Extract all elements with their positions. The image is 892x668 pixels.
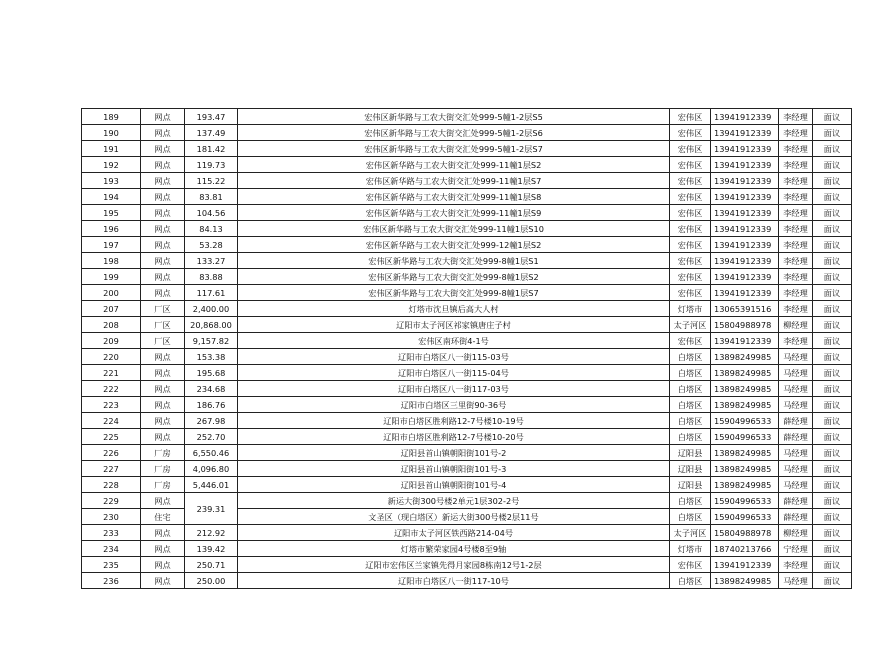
- contact-cell: 马经理: [779, 349, 813, 365]
- district-cell: 辽阳县: [670, 445, 711, 461]
- district-cell: 宏伟区: [670, 125, 711, 141]
- area-cell: 104.56: [185, 205, 238, 221]
- property-type-cell: 住宅: [141, 509, 185, 525]
- price-cell: 面议: [813, 157, 852, 173]
- area-cell: 181.42: [185, 141, 238, 157]
- district-cell: 灯塔市: [670, 541, 711, 557]
- property-type-cell: 厂区: [141, 333, 185, 349]
- address-cell: 辽阳县首山镇朝阳街101号-2: [238, 445, 670, 461]
- phone-cell: 13898249985: [711, 573, 779, 589]
- area-cell: 133.27: [185, 253, 238, 269]
- price-cell: 面议: [813, 141, 852, 157]
- table-row: [82, 125, 852, 141]
- table-row: [82, 477, 852, 493]
- price-cell: 面议: [813, 173, 852, 189]
- property-type-cell: 网点: [141, 141, 185, 157]
- address-cell: 宏伟区新华路与工农大街交汇处999-5幢1-2层S5: [238, 109, 670, 125]
- property-type-cell: 网点: [141, 109, 185, 125]
- address-cell: 宏伟区新华路与工农大街交汇处999-5幢1-2层S7: [238, 141, 670, 157]
- table-row: [82, 237, 852, 253]
- price-cell: 面议: [813, 413, 852, 429]
- district-cell: 宏伟区: [670, 557, 711, 573]
- phone-cell: 15904996533: [711, 493, 779, 509]
- row-number-cell: 199: [82, 269, 141, 285]
- district-cell: 白塔区: [670, 413, 711, 429]
- address-cell: 文圣区（现白塔区）新运大街300号楼2层11号: [238, 509, 670, 525]
- table-row: [82, 429, 852, 445]
- row-number-cell: 208: [82, 317, 141, 333]
- property-type-cell: 网点: [141, 221, 185, 237]
- price-cell: 面议: [813, 301, 852, 317]
- price-cell: 面议: [813, 397, 852, 413]
- price-cell: 面议: [813, 445, 852, 461]
- address-cell: 辽阳市白塔区胜利路12-7号楼10-20号: [238, 429, 670, 445]
- phone-cell: 13941912339: [711, 557, 779, 573]
- district-cell: 太子河区: [670, 317, 711, 333]
- price-cell: 面议: [813, 573, 852, 589]
- table-row: [82, 413, 852, 429]
- district-cell: 宏伟区: [670, 189, 711, 205]
- contact-cell: 薛经理: [779, 429, 813, 445]
- price-cell: 面议: [813, 525, 852, 541]
- area-cell: 250.00: [185, 573, 238, 589]
- address-cell: 辽阳县首山镇朝阳街101号-3: [238, 461, 670, 477]
- row-number-cell: 209: [82, 333, 141, 349]
- property-type-cell: 网点: [141, 205, 185, 221]
- price-cell: 面议: [813, 381, 852, 397]
- property-type-cell: 网点: [141, 397, 185, 413]
- address-cell: 灯塔市沈旦镇后高大人村: [238, 301, 670, 317]
- row-number-cell: 192: [82, 157, 141, 173]
- address-cell: 宏伟区新华路与工农大街交汇处999-11幢1层S8: [238, 189, 670, 205]
- contact-cell: 马经理: [779, 397, 813, 413]
- price-cell: 面议: [813, 333, 852, 349]
- area-cell: 4,096.80: [185, 461, 238, 477]
- contact-cell: 马经理: [779, 445, 813, 461]
- table-row: [82, 381, 852, 397]
- table-row: [82, 541, 852, 557]
- row-number-cell: 193: [82, 173, 141, 189]
- address-cell: 辽阳市白塔区八一街117-10号: [238, 573, 670, 589]
- property-type-cell: 网点: [141, 349, 185, 365]
- phone-cell: 18740213766: [711, 541, 779, 557]
- table-row: [82, 573, 852, 589]
- district-cell: 宏伟区: [670, 269, 711, 285]
- row-number-cell: 230: [82, 509, 141, 525]
- district-cell: 白塔区: [670, 493, 711, 509]
- price-cell: 面议: [813, 429, 852, 445]
- phone-cell: 13941912339: [711, 189, 779, 205]
- district-cell: 宏伟区: [670, 141, 711, 157]
- row-number-cell: 223: [82, 397, 141, 413]
- contact-cell: 李经理: [779, 269, 813, 285]
- area-cell: 193.47: [185, 109, 238, 125]
- price-cell: 面议: [813, 317, 852, 333]
- phone-cell: 15804988978: [711, 525, 779, 541]
- district-cell: 白塔区: [670, 365, 711, 381]
- price-cell: 面议: [813, 461, 852, 477]
- phone-cell: 13898249985: [711, 461, 779, 477]
- district-cell: 宏伟区: [670, 109, 711, 125]
- contact-cell: 李经理: [779, 301, 813, 317]
- district-cell: 白塔区: [670, 381, 711, 397]
- phone-cell: 13941912339: [711, 125, 779, 141]
- district-cell: 白塔区: [670, 573, 711, 589]
- property-type-cell: 厂房: [141, 445, 185, 461]
- area-cell: 53.28: [185, 237, 238, 253]
- contact-cell: 马经理: [779, 573, 813, 589]
- phone-cell: 13898249985: [711, 445, 779, 461]
- phone-cell: 13941912339: [711, 333, 779, 349]
- property-type-cell: 厂区: [141, 317, 185, 333]
- area-cell: 153.38: [185, 349, 238, 365]
- property-type-cell: 网点: [141, 189, 185, 205]
- table-row: [82, 317, 852, 333]
- row-number-cell: 189: [82, 109, 141, 125]
- table-row: [82, 445, 852, 461]
- property-type-cell: 网点: [141, 573, 185, 589]
- price-cell: 面议: [813, 365, 852, 381]
- table-row: [82, 397, 852, 413]
- address-cell: 宏伟区新华路与工农大街交汇处999-8幢1层S2: [238, 269, 670, 285]
- table-row: [82, 365, 852, 381]
- contact-cell: 李经理: [779, 557, 813, 573]
- address-cell: 辽阳市宏伟区兰家镇先得月家园8栋南12号1-2层: [238, 557, 670, 573]
- area-cell: 119.73: [185, 157, 238, 173]
- row-number-cell: 229: [82, 493, 141, 509]
- contact-cell: 李经理: [779, 157, 813, 173]
- table-row: [82, 253, 852, 269]
- listing-table: [81, 108, 852, 589]
- contact-cell: 李经理: [779, 173, 813, 189]
- district-cell: 辽阳县: [670, 477, 711, 493]
- area-cell: 83.81: [185, 189, 238, 205]
- row-number-cell: 228: [82, 477, 141, 493]
- row-number-cell: 235: [82, 557, 141, 573]
- area-cell: 137.49: [185, 125, 238, 141]
- phone-cell: 15904996533: [711, 509, 779, 525]
- address-cell: 辽阳市太子河区祁家镇唐庄子村: [238, 317, 670, 333]
- property-type-cell: 网点: [141, 157, 185, 173]
- price-cell: 面议: [813, 509, 852, 525]
- address-cell: 宏伟区新华路与工农大街交汇处999-11幢1层S10: [238, 221, 670, 237]
- district-cell: 宏伟区: [670, 333, 711, 349]
- table-row: [82, 189, 852, 205]
- property-type-cell: 网点: [141, 173, 185, 189]
- row-number-cell: 190: [82, 125, 141, 141]
- phone-cell: 13898249985: [711, 349, 779, 365]
- address-cell: 宏伟区新华路与工农大街交汇处999-12幢1层S2: [238, 237, 670, 253]
- phone-cell: 13941912339: [711, 109, 779, 125]
- area-cell: 195.68: [185, 365, 238, 381]
- contact-cell: 柳经理: [779, 525, 813, 541]
- row-number-cell: 226: [82, 445, 141, 461]
- row-number-cell: 234: [82, 541, 141, 557]
- area-cell: 139.42: [185, 541, 238, 557]
- area-cell: 267.98: [185, 413, 238, 429]
- price-cell: 面议: [813, 269, 852, 285]
- row-number-cell: 200: [82, 285, 141, 301]
- phone-cell: 15904996533: [711, 413, 779, 429]
- phone-cell: 13941912339: [711, 141, 779, 157]
- price-cell: 面议: [813, 557, 852, 573]
- table-row: [82, 493, 852, 509]
- area-cell: 84.13: [185, 221, 238, 237]
- address-cell: 宏伟区新华路与工农大街交汇处999-11幢1层S9: [238, 205, 670, 221]
- table-row: [82, 269, 852, 285]
- area-cell: 6,550.46: [185, 445, 238, 461]
- address-cell: 辽阳市白塔区八一街115-03号: [238, 349, 670, 365]
- price-cell: 面议: [813, 221, 852, 237]
- row-number-cell: 197: [82, 237, 141, 253]
- district-cell: 宏伟区: [670, 221, 711, 237]
- property-type-cell: 网点: [141, 413, 185, 429]
- property-type-cell: 网点: [141, 429, 185, 445]
- row-number-cell: 233: [82, 525, 141, 541]
- table-row: [82, 205, 852, 221]
- contact-cell: 马经理: [779, 477, 813, 493]
- area-cell: 117.61: [185, 285, 238, 301]
- phone-cell: 13898249985: [711, 397, 779, 413]
- price-cell: 面议: [813, 477, 852, 493]
- table-row: [82, 141, 852, 157]
- contact-cell: 李经理: [779, 189, 813, 205]
- phone-cell: 13941912339: [711, 221, 779, 237]
- contact-cell: 宁经理: [779, 541, 813, 557]
- row-number-cell: 196: [82, 221, 141, 237]
- area-cell: 234.68: [185, 381, 238, 397]
- property-type-cell: 网点: [141, 381, 185, 397]
- district-cell: 宏伟区: [670, 253, 711, 269]
- phone-cell: 13898249985: [711, 381, 779, 397]
- phone-cell: 13941912339: [711, 269, 779, 285]
- phone-cell: 13941912339: [711, 205, 779, 221]
- contact-cell: 李经理: [779, 205, 813, 221]
- price-cell: 面议: [813, 125, 852, 141]
- price-cell: 面议: [813, 253, 852, 269]
- price-cell: 面议: [813, 493, 852, 509]
- contact-cell: 李经理: [779, 333, 813, 349]
- district-cell: 太子河区: [670, 525, 711, 541]
- district-cell: 宏伟区: [670, 157, 711, 173]
- district-cell: 白塔区: [670, 397, 711, 413]
- phone-cell: 15904996533: [711, 429, 779, 445]
- district-cell: 辽阳县: [670, 461, 711, 477]
- price-cell: 面议: [813, 109, 852, 125]
- table-body: [82, 109, 852, 589]
- address-cell: 辽阳市白塔区八一街117-03号: [238, 381, 670, 397]
- row-number-cell: 191: [82, 141, 141, 157]
- property-type-cell: 网点: [141, 493, 185, 509]
- row-number-cell: 221: [82, 365, 141, 381]
- area-cell: 5,446.01: [185, 477, 238, 493]
- district-cell: 宏伟区: [670, 285, 711, 301]
- area-cell: 252.70: [185, 429, 238, 445]
- row-number-cell: 236: [82, 573, 141, 589]
- phone-cell: 13065391516: [711, 301, 779, 317]
- area-cell: 239.31: [185, 493, 238, 525]
- row-number-cell: 194: [82, 189, 141, 205]
- row-number-cell: 222: [82, 381, 141, 397]
- property-type-cell: 网点: [141, 525, 185, 541]
- address-cell: 宏伟区新华路与工农大街交汇处999-5幢1-2层S6: [238, 125, 670, 141]
- address-cell: 宏伟区新华路与工农大街交汇处999-8幢1层S1: [238, 253, 670, 269]
- contact-cell: 柳经理: [779, 317, 813, 333]
- property-type-cell: 厂房: [141, 477, 185, 493]
- address-cell: 灯塔市繁荣家园4号楼8至9轴: [238, 541, 670, 557]
- row-number-cell: 198: [82, 253, 141, 269]
- address-cell: 辽阳县首山镇朝阳街101号-4: [238, 477, 670, 493]
- table-row: [82, 557, 852, 573]
- row-number-cell: 195: [82, 205, 141, 221]
- district-cell: 宏伟区: [670, 205, 711, 221]
- property-type-cell: 网点: [141, 541, 185, 557]
- table-row: [82, 157, 852, 173]
- address-cell: 辽阳市太子河区铁西路214-04号: [238, 525, 670, 541]
- address-cell: 宏伟区新华路与工农大街交汇处999-11幢1层S2: [238, 157, 670, 173]
- address-cell: 辽阳市白塔区三里街90-36号: [238, 397, 670, 413]
- phone-cell: 13941912339: [711, 157, 779, 173]
- contact-cell: 薛经理: [779, 493, 813, 509]
- table-row: [82, 173, 852, 189]
- district-cell: 白塔区: [670, 349, 711, 365]
- property-type-cell: 网点: [141, 285, 185, 301]
- row-number-cell: 224: [82, 413, 141, 429]
- table-row: [82, 221, 852, 237]
- phone-cell: 15804988978: [711, 317, 779, 333]
- property-type-cell: 网点: [141, 253, 185, 269]
- address-cell: 宏伟区新华路与工农大街交汇处999-11幢1层S7: [238, 173, 670, 189]
- phone-cell: 13941912339: [711, 173, 779, 189]
- area-cell: 2,400.00: [185, 301, 238, 317]
- price-cell: 面议: [813, 205, 852, 221]
- price-cell: 面议: [813, 285, 852, 301]
- contact-cell: 李经理: [779, 125, 813, 141]
- phone-cell: 13941912339: [711, 237, 779, 253]
- area-cell: 9,157.82: [185, 333, 238, 349]
- table-row: [82, 301, 852, 317]
- table-row: [82, 109, 852, 125]
- row-number-cell: 207: [82, 301, 141, 317]
- property-type-cell: 网点: [141, 557, 185, 573]
- row-number-cell: 227: [82, 461, 141, 477]
- table-row: [82, 461, 852, 477]
- contact-cell: 李经理: [779, 141, 813, 157]
- contact-cell: 薛经理: [779, 509, 813, 525]
- price-cell: 面议: [813, 349, 852, 365]
- row-number-cell: 220: [82, 349, 141, 365]
- table-row: [82, 349, 852, 365]
- property-type-cell: 厂房: [141, 461, 185, 477]
- contact-cell: 马经理: [779, 461, 813, 477]
- table-row: [82, 285, 852, 301]
- district-cell: 宏伟区: [670, 173, 711, 189]
- area-cell: 20,868.00: [185, 317, 238, 333]
- price-cell: 面议: [813, 541, 852, 557]
- district-cell: 灯塔市: [670, 301, 711, 317]
- address-cell: 辽阳市白塔区胜利路12-7号楼10-19号: [238, 413, 670, 429]
- row-number-cell: 225: [82, 429, 141, 445]
- contact-cell: 李经理: [779, 253, 813, 269]
- property-type-cell: 厂区: [141, 301, 185, 317]
- contact-cell: 李经理: [779, 285, 813, 301]
- property-type-cell: 网点: [141, 237, 185, 253]
- contact-cell: 薛经理: [779, 413, 813, 429]
- address-cell: 新运大街300号楼2单元1层302-2号: [238, 493, 670, 509]
- area-cell: 186.76: [185, 397, 238, 413]
- property-type-cell: 网点: [141, 125, 185, 141]
- contact-cell: 李经理: [779, 237, 813, 253]
- phone-cell: 13898249985: [711, 477, 779, 493]
- district-cell: 宏伟区: [670, 237, 711, 253]
- area-cell: 212.92: [185, 525, 238, 541]
- district-cell: 白塔区: [670, 429, 711, 445]
- address-cell: 宏伟区南环街4-1号: [238, 333, 670, 349]
- property-type-cell: 网点: [141, 365, 185, 381]
- table-row: [82, 525, 852, 541]
- contact-cell: 马经理: [779, 381, 813, 397]
- phone-cell: 13941912339: [711, 253, 779, 269]
- district-cell: 白塔区: [670, 509, 711, 525]
- address-cell: 辽阳市白塔区八一街115-04号: [238, 365, 670, 381]
- table-row: [82, 333, 852, 349]
- property-type-cell: 网点: [141, 269, 185, 285]
- contact-cell: 李经理: [779, 221, 813, 237]
- price-cell: 面议: [813, 189, 852, 205]
- area-cell: 115.22: [185, 173, 238, 189]
- area-cell: 250.71: [185, 557, 238, 573]
- phone-cell: 13941912339: [711, 285, 779, 301]
- price-cell: 面议: [813, 237, 852, 253]
- contact-cell: 李经理: [779, 109, 813, 125]
- contact-cell: 马经理: [779, 365, 813, 381]
- phone-cell: 13898249985: [711, 365, 779, 381]
- address-cell: 宏伟区新华路与工农大街交汇处999-8幢1层S7: [238, 285, 670, 301]
- area-cell: 83.88: [185, 269, 238, 285]
